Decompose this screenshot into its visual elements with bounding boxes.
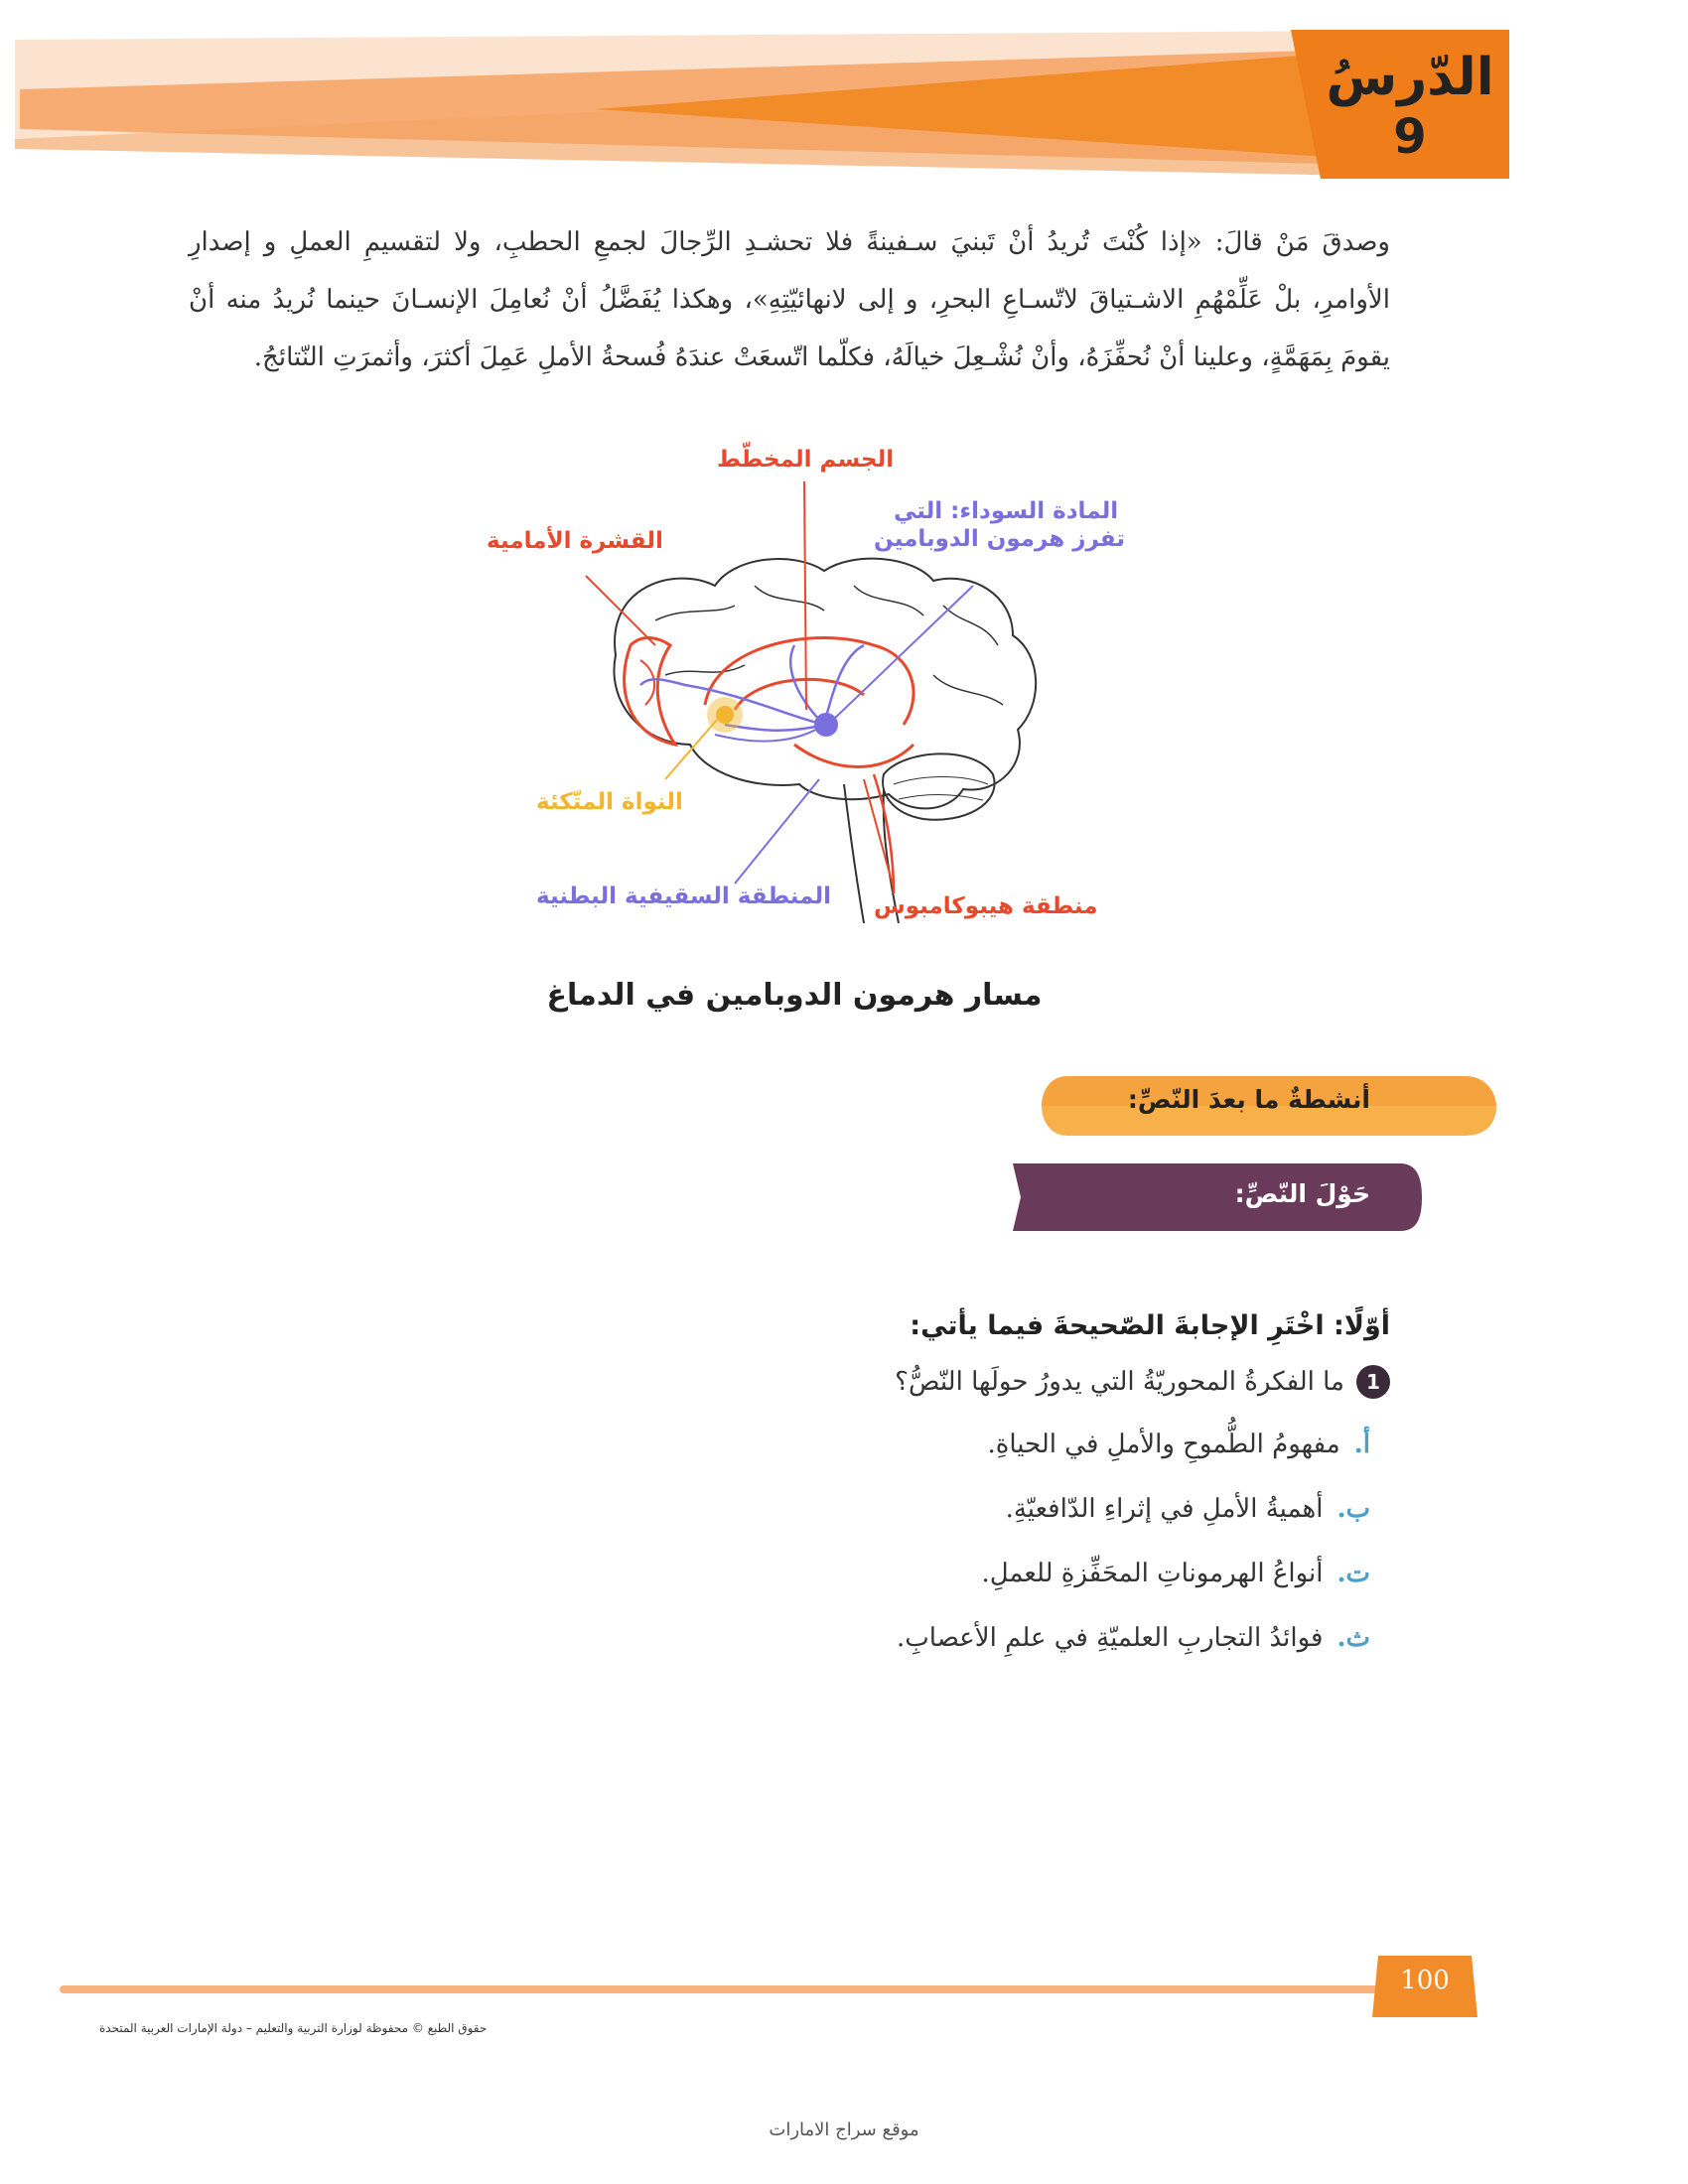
label-vta: المنطقة السقيفية البطنية (536, 884, 832, 909)
lesson-paragraph: وصدقَ مَنْ قالَ: «إذا كُنْتَ تُريدُ أنْ تَبنيَ سـفينةً فلا تحشـدِ الرِّجالَ لجمعِ الحطبِ، ولا لتقسيمِ العملِ و إصدارِ الأوامرِ، بلْ عَلِّمْهُمِ الاشـتياقَ لاتّسـاعِ البحرِ، و إلى لانهائيّتِهِ»، وهكذا يُفَضَّلُ أنْ نُعامِلَ الإنسـانَ حينما نُريدُ منه أنْ يقومَ بِمَهَمَّةٍ، وعلينا أنْ نُحفِّزَهُ، وأنْ نُشْـعِلَ خيالَهُ، فكلّما اتّسعَتْ عندَهُ فُسحةُ الأملِ عَمِلَ أكثرَ، وأثمرَتِ النّتائجُ. (189, 227, 1390, 372)
label-striatum: الجسم المخطّط (717, 447, 895, 473)
section-first-heading: أوّلًا: اخْتَرِ الإجابةَ الصّحيحةَ فيما يأتي: (910, 1310, 1390, 1341)
activities-heading: أنشطةٌ ما بعدَ النّصِّ: (1127, 1085, 1370, 1114)
about-text-heading: حَوْلَ النّصِّ: (1234, 1179, 1370, 1208)
page-number: 100 (1400, 1966, 1450, 1995)
option-text: أنواعُ الهرموناتِ المحَفِّزةِ للعملِ. (981, 1559, 1324, 1588)
label-hippocampus: منطقة هيبوكامبوس (874, 893, 1098, 919)
question-text: ما الفكرةُ المحوريّةُ التي يدورُ حولَها النّصُّ؟ (895, 1367, 1344, 1397)
option-a[interactable] (987, 1430, 1370, 1459)
option-text: فوائدُ التجاربِ العلميّةِ في علمِ الأعصابِ. (897, 1623, 1324, 1653)
footer-divider (60, 1985, 1380, 1993)
lesson-number: 9 (1393, 109, 1427, 165)
brain-dopamine-figure (457, 447, 1152, 953)
option-text: مفهومُ الطُّموحِ والأملِ في الحياةِ. (987, 1430, 1340, 1459)
label-substantia-nigra-1: المادة السوداء: التي (894, 498, 1119, 524)
option-letter: ث. (1336, 1623, 1370, 1653)
option-b[interactable] (1006, 1494, 1370, 1524)
question-1 (895, 1365, 1390, 1399)
option-text: أهميةُ الأملِ في إثراءِ الدّافعيّةِ. (1005, 1494, 1324, 1524)
label-nucleus-accumbens: النواة المتّكئة (536, 789, 683, 815)
option-letter: ت. (1336, 1559, 1370, 1588)
label-prefrontal-cortex: القشرة الأمامية (487, 528, 663, 554)
lesson-title: الدّرسُ (1326, 48, 1494, 107)
label-substantia-nigra-2: تفرز هرمون الدوبامين (874, 526, 1125, 552)
option-letter: ب. (1336, 1494, 1370, 1524)
question-number-badge: 1 (1356, 1365, 1390, 1399)
copyright-notice: حقوق الطبع © محفوظة لوزارة التربية والتعليم – دولة الإمارات العربية المتحدة (99, 2021, 488, 2035)
figure-caption: مسار هرمون الدوبامين في الدماغ (546, 978, 1043, 1013)
site-name: موقع سراج الامارات (769, 2119, 919, 2140)
option-letter: أ. (1353, 1430, 1370, 1459)
option-c[interactable] (981, 1559, 1370, 1588)
option-d[interactable] (897, 1623, 1370, 1653)
